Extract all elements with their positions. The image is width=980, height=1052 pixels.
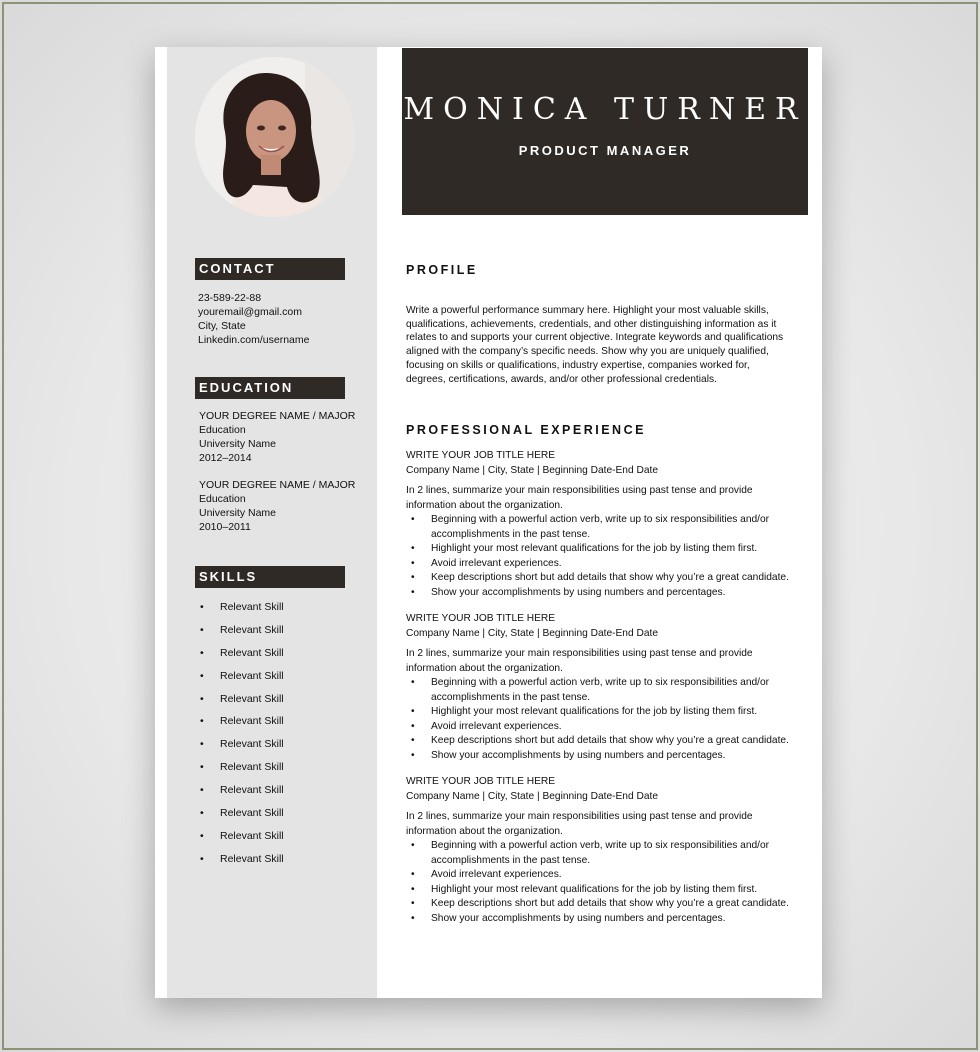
job-bullet: • Highlight your most relevant qualifications for the job by listing them first.: [406, 705, 806, 720]
experience-heading: PROFESSIONAL EXPERIENCE: [406, 423, 646, 437]
linkedin-text: Linkedin.com/username: [198, 334, 310, 346]
email-text: youremail@gmail.com: [198, 306, 303, 318]
skill-item: • Relevant Skill: [200, 601, 284, 613]
university-name: University Name: [199, 507, 277, 519]
job-bullet: • Avoid irrelevant experiences.: [406, 557, 806, 572]
education-heading: EDUCATION: [195, 377, 345, 399]
skill-item: • Relevant Skill: [200, 829, 284, 842]
job-summary: In 2 lines, summarize your main responsibilities using past tense and provide: [406, 485, 753, 496]
job-entry: [406, 775, 806, 926]
job-title: WRITE YOUR JOB TITLE HERE: [406, 613, 556, 624]
job-bullet: • Keep descriptions short but add details that show why you’re a great candidate.: [406, 897, 806, 912]
job-bullet: • Beginning with a powerful action verb, write up to six responsibilities and/or accomplishments in the past tense.: [406, 676, 806, 705]
job-bullet: • Highlight your most relevant qualifications for the job by listing them first.: [406, 542, 806, 557]
job-summary: In 2 lines, summarize your main responsibilities using past tense and provide: [406, 811, 753, 822]
job-bullet: • Avoid irrelevant experiences.: [406, 868, 806, 883]
job-bullet: • Keep descriptions short but add details that show why you’re a great candidate.: [406, 734, 806, 749]
skill-item: • Relevant Skill: [200, 715, 284, 728]
job-bullet: • Show your accomplishments by using numbers and percentages.: [406, 749, 806, 764]
portrait-image: [195, 57, 355, 217]
job-bullet: • Avoid irrelevant experiences.: [406, 720, 806, 735]
job-company: Company Name | City, State | Beginning Date-End Date: [406, 790, 658, 802]
job-entry: [406, 449, 806, 600]
skill-item: • Relevant Skill: [200, 784, 284, 797]
job-bullet: • Beginning with a powerful action verb, write up to six responsibilities and/or accomplishments in the past tense.: [406, 839, 806, 868]
job-bullet: • Show your accomplishments by using numbers and percentages.: [406, 912, 806, 927]
job-company: Company Name | City, State | Beginning Date-End Date: [406, 464, 658, 476]
job-summary: information about the organization.: [406, 499, 563, 511]
phone-text: 23-589-22-88: [198, 292, 262, 304]
profile-summary: Write a powerful performance summary here. Highlight your most valuable skills, qualifications, achievements, credentials, and other distinguishing information as it relates to and supports your current objective. Integrate keywords and qualifications aligned with the company’s specific needs. Show why you are uniquely qualified, focusing on skills or qualifications, industry expertise, companies worked for, degrees, certifications, awards, and/or other professional credentials.: [406, 305, 784, 385]
skill-item: • Relevant Skill: [200, 761, 284, 774]
degree-name: YOUR DEGREE NAME / MAJOR: [199, 410, 356, 422]
degree-years: 2012–2014: [199, 452, 252, 464]
job-bullet: • Keep descriptions short but add details that show why you’re a great candidate.: [406, 571, 806, 586]
candidate-title: PRODUCT MANAGER: [518, 143, 692, 158]
job-bullet: • Highlight your most relevant qualifications for the job by listing them first.: [406, 883, 806, 898]
job-company: Company Name | City, State | Beginning Date-End Date: [406, 627, 658, 639]
skill-item: • Relevant Skill: [200, 692, 284, 705]
header-banner: [402, 48, 808, 215]
skills-list: [200, 596, 284, 871]
skill-item: • Relevant Skill: [200, 738, 284, 751]
job-bullets: [406, 839, 806, 926]
education-entry: [199, 409, 355, 465]
degree-years: 2010–2011: [199, 521, 251, 533]
job-summary: information about the organization.: [406, 662, 563, 674]
education-list: [199, 409, 355, 547]
skill-item: • Relevant Skill: [200, 852, 284, 865]
skill-item: • Relevant Skill: [200, 807, 284, 820]
location-text: City, State: [198, 320, 246, 332]
university-name: University Name: [199, 438, 277, 450]
job-bullets: [406, 676, 806, 763]
job-summary: In 2 lines, summarize your main responsibilities using past tense and provide: [406, 648, 753, 659]
job-summary: information about the organization.: [406, 825, 563, 837]
profile-photo: [195, 57, 355, 217]
contact-info: [198, 291, 309, 347]
candidate-name: MONICA TURNER: [403, 92, 807, 127]
job-bullets: [406, 513, 806, 600]
skills-heading: SKILLS: [195, 566, 345, 588]
skill-item: • Relevant Skill: [200, 623, 284, 636]
job-title: WRITE YOUR JOB TITLE HERE: [406, 776, 556, 787]
job-bullet: • Beginning with a powerful action verb, write up to six responsibilities and/or accomplishments in the past tense.: [406, 513, 806, 542]
skill-item: • Relevant Skill: [200, 669, 284, 682]
contact-heading: CONTACT: [195, 258, 345, 280]
skill-item: • Relevant Skill: [200, 646, 284, 659]
profile-heading: PROFILE: [406, 263, 478, 277]
degree-field: Education: [199, 424, 246, 436]
education-entry: [199, 478, 355, 534]
job-bullet: • Show your accomplishments by using numbers and percentages.: [406, 586, 806, 601]
job-entry: [406, 612, 806, 763]
resume-page: [155, 47, 822, 998]
job-title: WRITE YOUR JOB TITLE HERE: [406, 450, 556, 461]
degree-name: YOUR DEGREE NAME / MAJOR: [199, 479, 356, 491]
degree-field: Education: [199, 493, 246, 505]
